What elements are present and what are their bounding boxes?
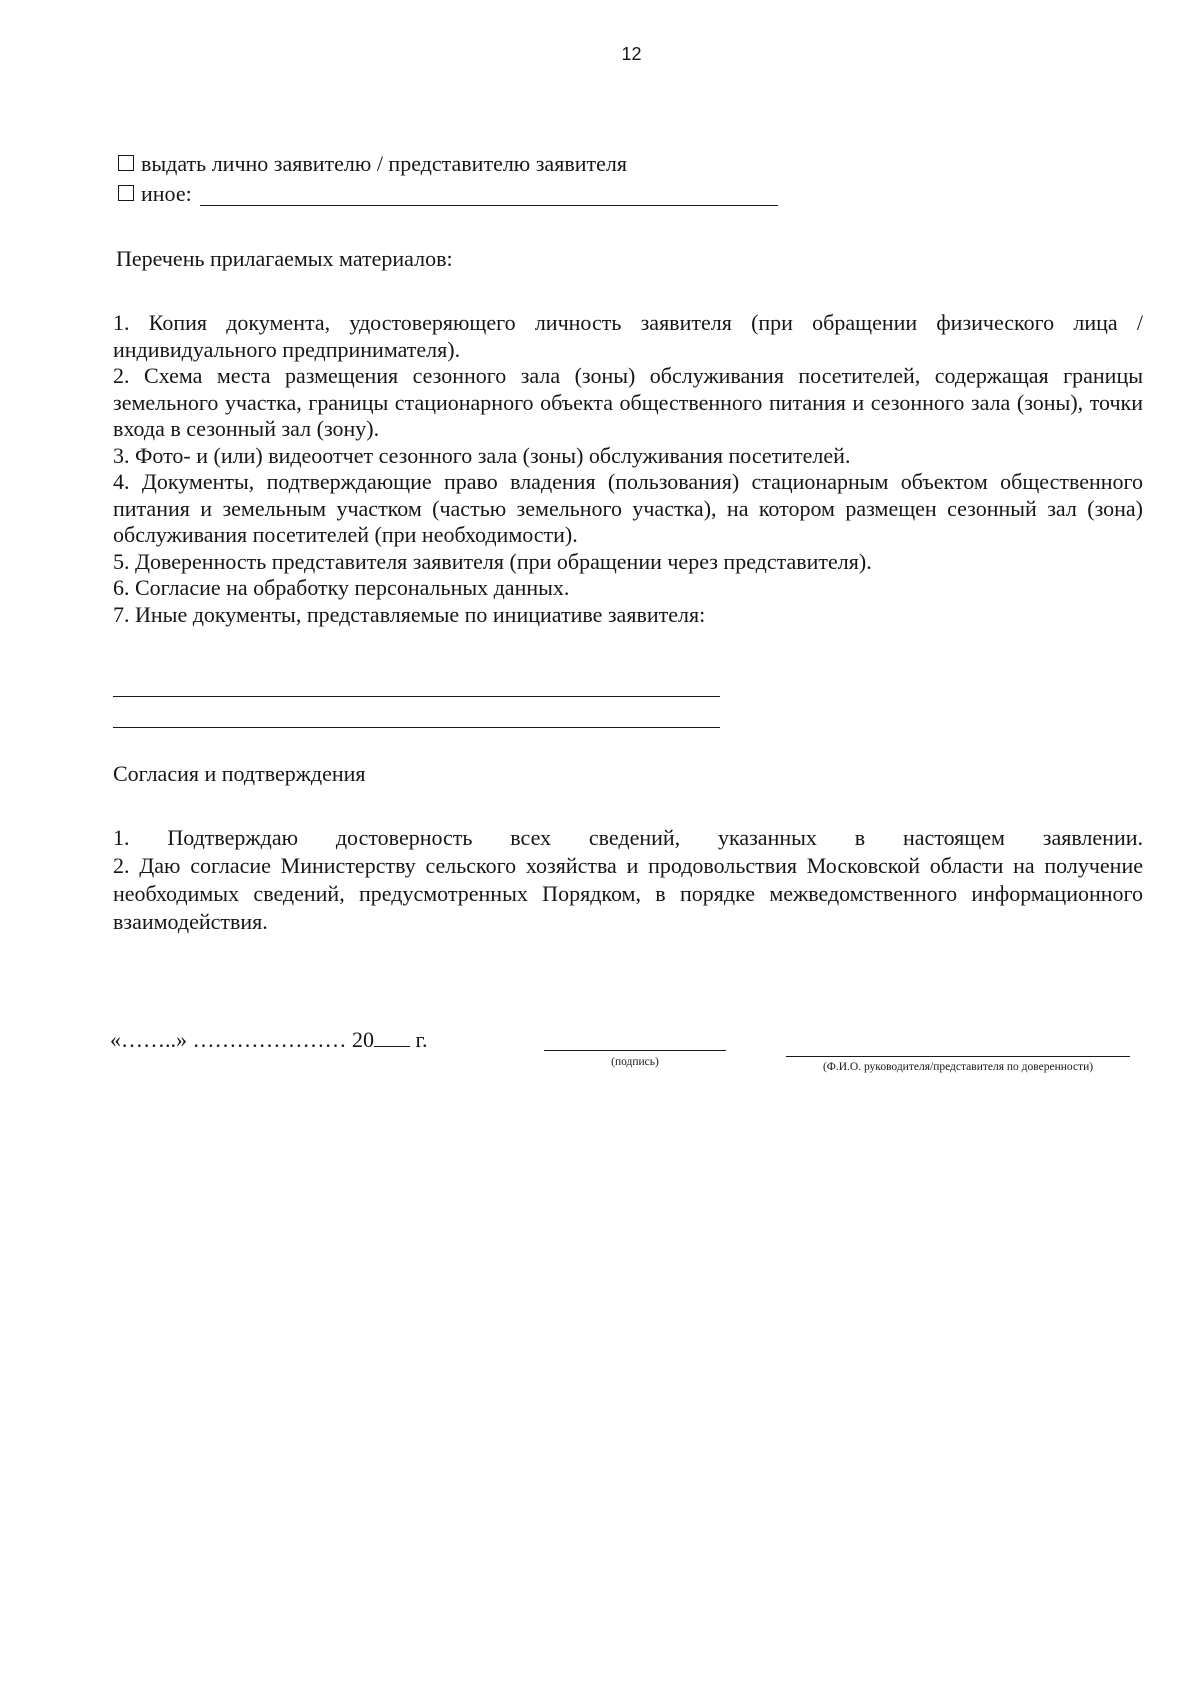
other-documents-line-1[interactable] bbox=[113, 696, 720, 697]
checkbox-in-person[interactable] bbox=[118, 155, 134, 171]
name-line[interactable] bbox=[786, 1056, 1130, 1057]
list-item: 2. Даю согласие Министерству сельского хозяйства и продовольствия Московской области на получение необходимых сведений, предусмотренных Порядком, в порядке межведомственного информационного взаимодействия. bbox=[113, 853, 1143, 934]
checkbox-other[interactable] bbox=[118, 185, 134, 201]
list-item: 2. Схема места размещения сезонного зала (зоны) обслуживания посетителей, содержащая границы земельного участка, границы стационарного объекта общественного питания и сезонного зала (зоны), точки входа в сезонный зал (зону). bbox=[113, 363, 1143, 441]
consents-heading: Согласия и подтверждения bbox=[113, 761, 366, 786]
list-item: 7. Иные документы, представляемые по инициативе заявителя: bbox=[113, 601, 706, 627]
other-fill-line[interactable] bbox=[200, 183, 778, 206]
date-suffix: г. bbox=[410, 1027, 428, 1052]
list-item: 1. Копия документа, удостоверяющего личность заявителя (при обращении физического лица / индивидуального предпринимателя). bbox=[113, 310, 1143, 362]
list-item: 4. Документы, подтверждающие право владения (пользования) стационарным объектом общественного питания и земельным участком (частью земельного участка), на котором размещен сезонный зал (зона) обслуживания посетителей (при необходимости). bbox=[113, 469, 1143, 547]
list-item: 3. Фото- и (или) видеоотчет сезонного зала (зоны) обслуживания посетителей. bbox=[113, 442, 851, 468]
list-item: 6. Согласие на обработку персональных данных. bbox=[113, 575, 570, 600]
delivery-option-label: выдать лично заявителю / представителю заявителя bbox=[141, 151, 627, 176]
year-blank[interactable] bbox=[374, 1028, 410, 1047]
name-caption: (Ф.И.О. руководителя/представителя по доверенности) bbox=[822, 1061, 1094, 1073]
list-item: 5. Доверенность представителя заявителя (при обращении через представителя). bbox=[113, 548, 872, 574]
signature-caption: (подпись) bbox=[611, 1056, 659, 1068]
materials-list bbox=[113, 310, 1143, 628]
delivery-option-in-person[interactable] bbox=[118, 150, 627, 178]
list-item: 1. Подтверждаю достоверность всех сведений, указанных в настоящем заявлении. bbox=[113, 825, 1143, 850]
date-field[interactable] bbox=[110, 1027, 428, 1053]
delivery-option-other[interactable] bbox=[118, 180, 778, 208]
page-number: 12 bbox=[621, 44, 642, 64]
date-prefix: «……..» ………………… 20 bbox=[110, 1027, 374, 1052]
signature-line[interactable] bbox=[544, 1050, 726, 1051]
consents-list bbox=[113, 824, 1143, 936]
delivery-option-label: иное: bbox=[141, 181, 192, 206]
other-documents-line-2[interactable] bbox=[113, 727, 720, 728]
materials-heading: Перечень прилагаемых материалов: bbox=[116, 246, 453, 271]
